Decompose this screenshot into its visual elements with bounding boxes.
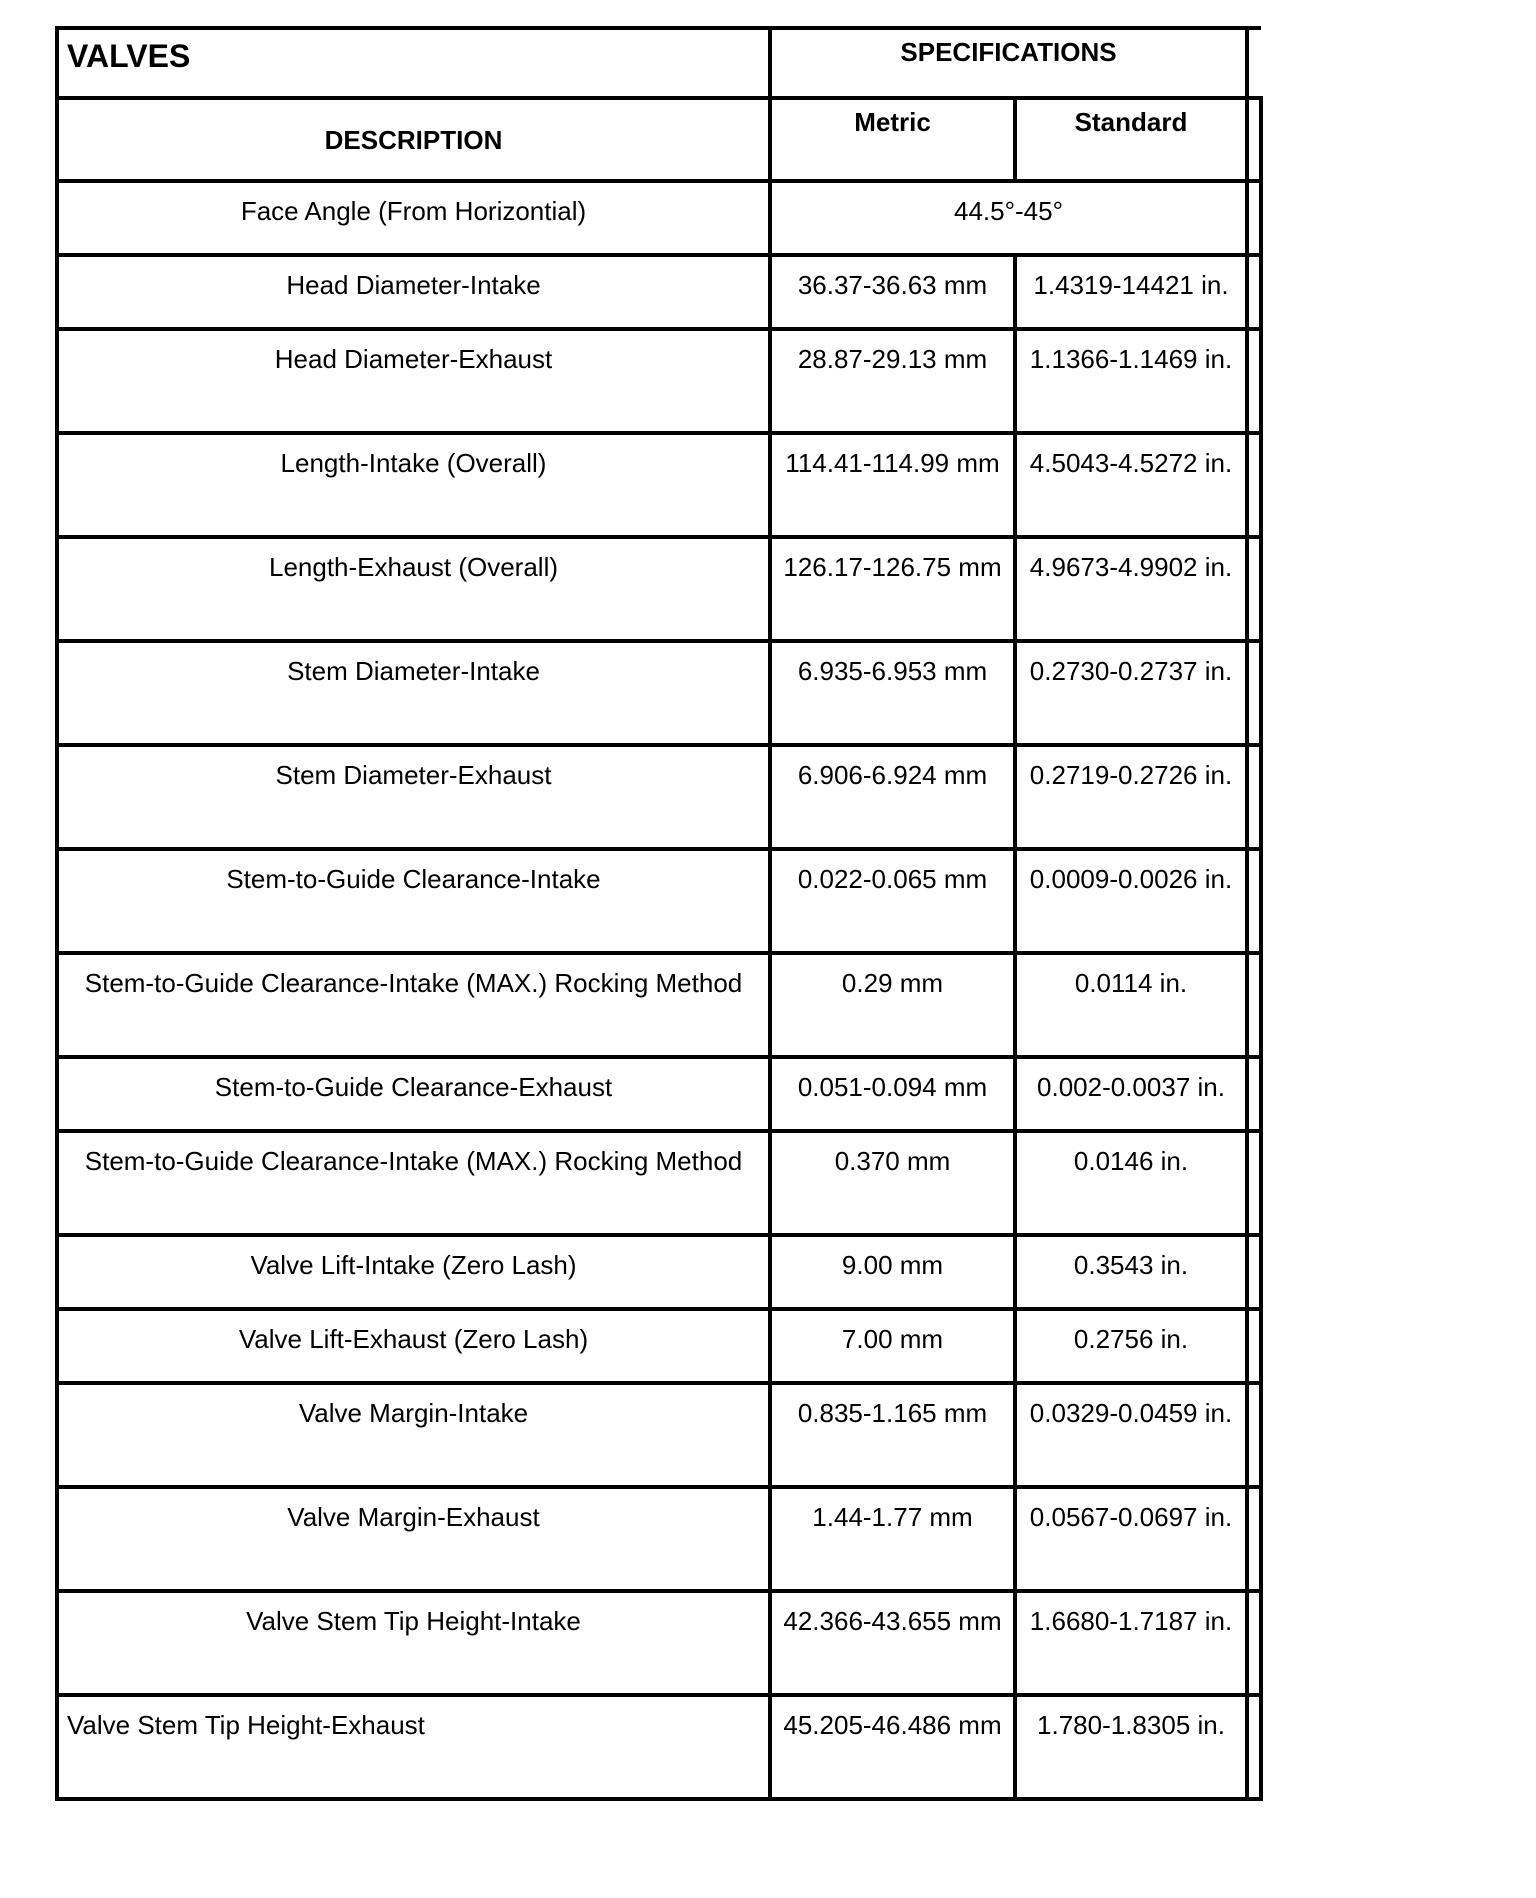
row-metric-value: 1.44-1.77 mm [770,1487,1015,1591]
standard-header: Standard [1015,98,1247,181]
rail-cell [1247,98,1261,181]
rail-cell [1247,641,1261,745]
row-standard-value: 1.6680-1.7187 in. [1015,1591,1247,1695]
row-description: Head Diameter-Intake [57,255,770,329]
row-standard-value: 0.0567-0.0697 in. [1015,1487,1247,1591]
row-metric-value: 114.41-114.99 mm [770,433,1015,537]
table-title: VALVES [57,28,770,98]
row-metric-value: 45.205-46.486 mm [770,1695,1015,1799]
rail-cell [1247,28,1261,98]
row-description: Valve Margin-Intake [57,1383,770,1487]
rail-cell [1247,537,1261,641]
row-metric-value: 0.835-1.165 mm [770,1383,1015,1487]
row-value: 44.5°-45° [770,181,1247,255]
rail-cell [1247,1695,1261,1799]
rail-cell [1247,849,1261,953]
specifications-header: SPECIFICATIONS [770,28,1247,98]
row-standard-value: 1.1366-1.1469 in. [1015,329,1247,433]
rail-cell [1247,1131,1261,1235]
rail-cell [1247,1591,1261,1695]
row-description: Length-Intake (Overall) [57,433,770,537]
table-row [57,745,1261,849]
row-metric-value: 36.37-36.63 mm [770,255,1015,329]
row-description: Face Angle (From Horizontial) [57,181,770,255]
rail-cell [1247,953,1261,1057]
table-row [57,433,1261,537]
table-row [57,1057,1261,1131]
table-row [57,1309,1261,1383]
row-metric-value: 0.370 mm [770,1131,1015,1235]
metric-header: Metric [770,98,1015,181]
row-description: Valve Lift-Exhaust (Zero Lash) [57,1309,770,1383]
row-description: Valve Margin-Exhaust [57,1487,770,1591]
row-description: Stem Diameter-Exhaust [57,745,770,849]
table-row [57,1487,1261,1591]
row-description: Length-Exhaust (Overall) [57,537,770,641]
table-row [57,537,1261,641]
table-row [57,1695,1261,1799]
row-description: Valve Stem Tip Height-Intake [57,1591,770,1695]
row-standard-value: 0.2730-0.2737 in. [1015,641,1247,745]
row-standard-value: 0.3543 in. [1015,1235,1247,1309]
row-standard-value: 1.780-1.8305 in. [1015,1695,1247,1799]
rail-cell [1247,745,1261,849]
table-title-row [57,28,1261,98]
table-body [57,255,1261,1799]
description-header: DESCRIPTION [57,98,770,181]
row-description: Stem-to-Guide Clearance-Intake [57,849,770,953]
row-metric-value: 0.051-0.094 mm [770,1057,1015,1131]
row-standard-value: 4.9673-4.9902 in. [1015,537,1247,641]
row-description: Valve Stem Tip Height-Exhaust [57,1695,770,1799]
table-row [57,641,1261,745]
rail-cell [1247,1383,1261,1487]
table-row [57,953,1261,1057]
rail-cell [1247,433,1261,537]
row-description: Stem-to-Guide Clearance-Intake (MAX.) Rocking Method [57,1131,770,1235]
row-standard-value: 0.0114 in. [1015,953,1247,1057]
row-description: Stem Diameter-Intake [57,641,770,745]
row-standard-value: 4.5043-4.5272 in. [1015,433,1247,537]
row-standard-value: 0.0009-0.0026 in. [1015,849,1247,953]
row-metric-value: 9.00 mm [770,1235,1015,1309]
row-metric-value: 0.29 mm [770,953,1015,1057]
row-metric-value: 6.906-6.924 mm [770,745,1015,849]
table-row [57,255,1261,329]
table-row-face-angle [57,181,1261,255]
rail-cell [1247,181,1261,255]
row-standard-value: 0.0146 in. [1015,1131,1247,1235]
table-row [57,329,1261,433]
row-standard-value: 0.0329-0.0459 in. [1015,1383,1247,1487]
row-description: Stem-to-Guide Clearance-Exhaust [57,1057,770,1131]
table-row [57,1131,1261,1235]
row-standard-value: 1.4319-14421 in. [1015,255,1247,329]
row-description: Head Diameter-Exhaust [57,329,770,433]
rail-cell [1247,255,1261,329]
table-row [57,1235,1261,1309]
table-row [57,849,1261,953]
table-subheader-row [57,98,1261,181]
row-metric-value: 28.87-29.13 mm [770,329,1015,433]
rail-cell [1247,1235,1261,1309]
row-metric-value: 126.17-126.75 mm [770,537,1015,641]
row-description: Stem-to-Guide Clearance-Intake (MAX.) Rocking Method [57,953,770,1057]
rail-cell [1247,1487,1261,1591]
row-standard-value: 0.2719-0.2726 in. [1015,745,1247,849]
row-standard-value: 0.002-0.0037 in. [1015,1057,1247,1131]
row-metric-value: 42.366-43.655 mm [770,1591,1015,1695]
rail-cell [1247,329,1261,433]
rail-cell [1247,1057,1261,1131]
rail-cell [1247,1309,1261,1383]
row-metric-value: 6.935-6.953 mm [770,641,1015,745]
row-metric-value: 0.022-0.065 mm [770,849,1015,953]
valves-spec-table [55,26,1263,1801]
row-standard-value: 0.2756 in. [1015,1309,1247,1383]
row-description: Valve Lift-Intake (Zero Lash) [57,1235,770,1309]
row-metric-value: 7.00 mm [770,1309,1015,1383]
table-row [57,1591,1261,1695]
table-row [57,1383,1261,1487]
